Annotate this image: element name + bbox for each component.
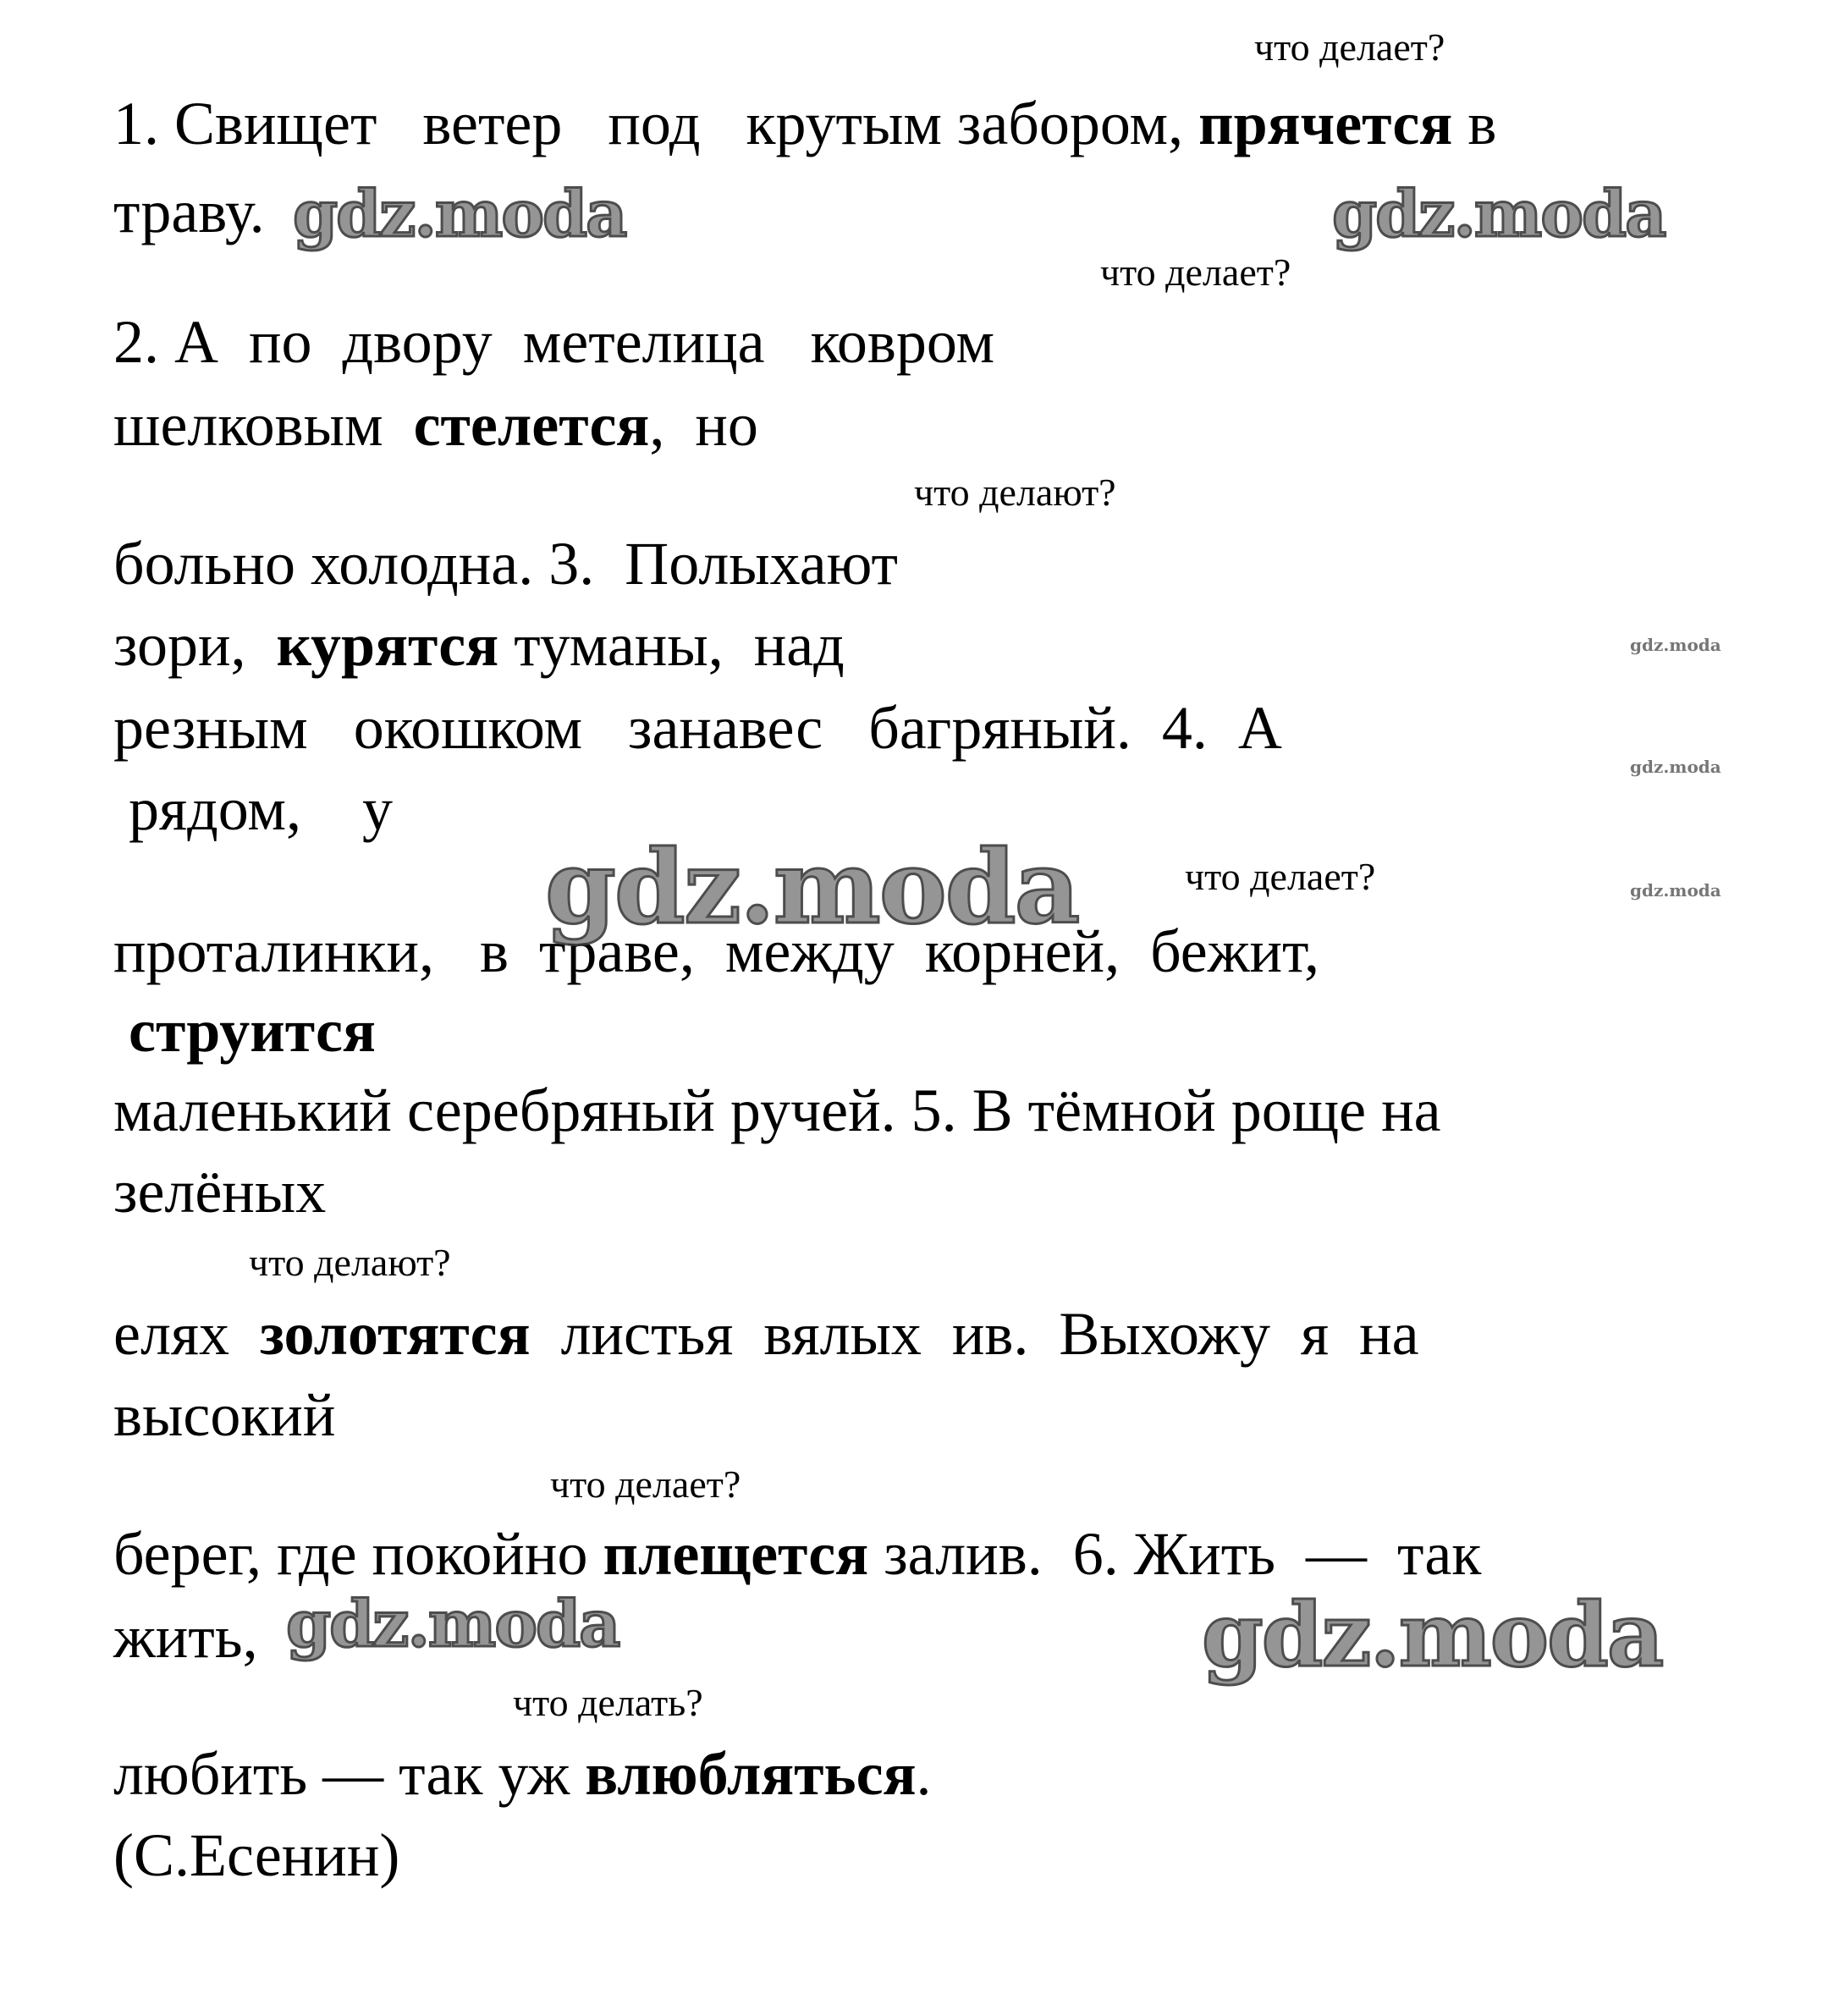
question-label: что делает?	[1100, 251, 1291, 294]
text-line-6: зори, курятся туманы, над	[113, 611, 845, 679]
text-line-5: больно холодна. 3. Полыхают	[113, 530, 898, 598]
question-label: что делает?	[1185, 855, 1376, 898]
text-line-15: берег, где покойно плещется залив. 6. Жить — так	[113, 1520, 1482, 1588]
watermark: gdz.moda	[1630, 880, 1721, 901]
highlighted-verb: прячется	[1198, 90, 1453, 157]
watermark: gdz.moda	[1630, 757, 1721, 777]
text-line-2: траву.	[113, 178, 265, 245]
question-label: что делает?	[1254, 25, 1445, 69]
text-line-1: 1. Свищет ветер под крутым забором, прячется в	[113, 90, 1497, 157]
text-line-7: резным окошком занавес багряный. 4. А	[113, 694, 1282, 762]
highlighted-verb: струится	[129, 997, 376, 1065]
question-label: что делают?	[249, 1241, 451, 1284]
question-label: что делают?	[914, 471, 1116, 514]
highlighted-verb: курятся	[276, 611, 499, 679]
highlighted-verb: стелется	[413, 391, 650, 459]
question-label: что делает?	[550, 1462, 741, 1506]
text-line-17: любить — так уж влюбляться.	[113, 1740, 932, 1808]
watermark: gdz.moda	[286, 1586, 619, 1661]
watermark: gdz.moda	[1332, 176, 1666, 251]
text-line-16: жить,	[113, 1603, 258, 1671]
question-label: что делать?	[513, 1681, 703, 1724]
text-line-10	[113, 997, 376, 1065]
text-line-14: высокий	[113, 1381, 336, 1449]
text-line-18: (С.Есенин)	[113, 1821, 400, 1889]
text-line-12: зелёных	[113, 1158, 327, 1226]
text-line-4: шелковым стелется, но	[113, 391, 758, 459]
text-line-3: 2. А по двору метелица ковром	[113, 308, 995, 376]
watermark: gdz.moda	[293, 176, 626, 251]
highlighted-verb: плещется	[603, 1520, 869, 1588]
highlighted-verb: влюбляться	[585, 1740, 917, 1808]
text-line-11: маленький серебряный ручей. 5. В тёмной роще на	[113, 1077, 1441, 1144]
watermark: gdz.moda	[545, 828, 1079, 947]
text-line-9: проталинки, в траве, между корней, бежит,	[113, 917, 1320, 985]
text-line-13: елях золотятся листья вялых ив. Выхожу я на	[113, 1300, 1419, 1368]
watermark: gdz.moda	[1630, 635, 1721, 655]
text-line-8: рядом, у	[113, 775, 393, 843]
watermark: gdz.moda	[1202, 1583, 1663, 1687]
highlighted-verb: золотятся	[260, 1300, 531, 1368]
